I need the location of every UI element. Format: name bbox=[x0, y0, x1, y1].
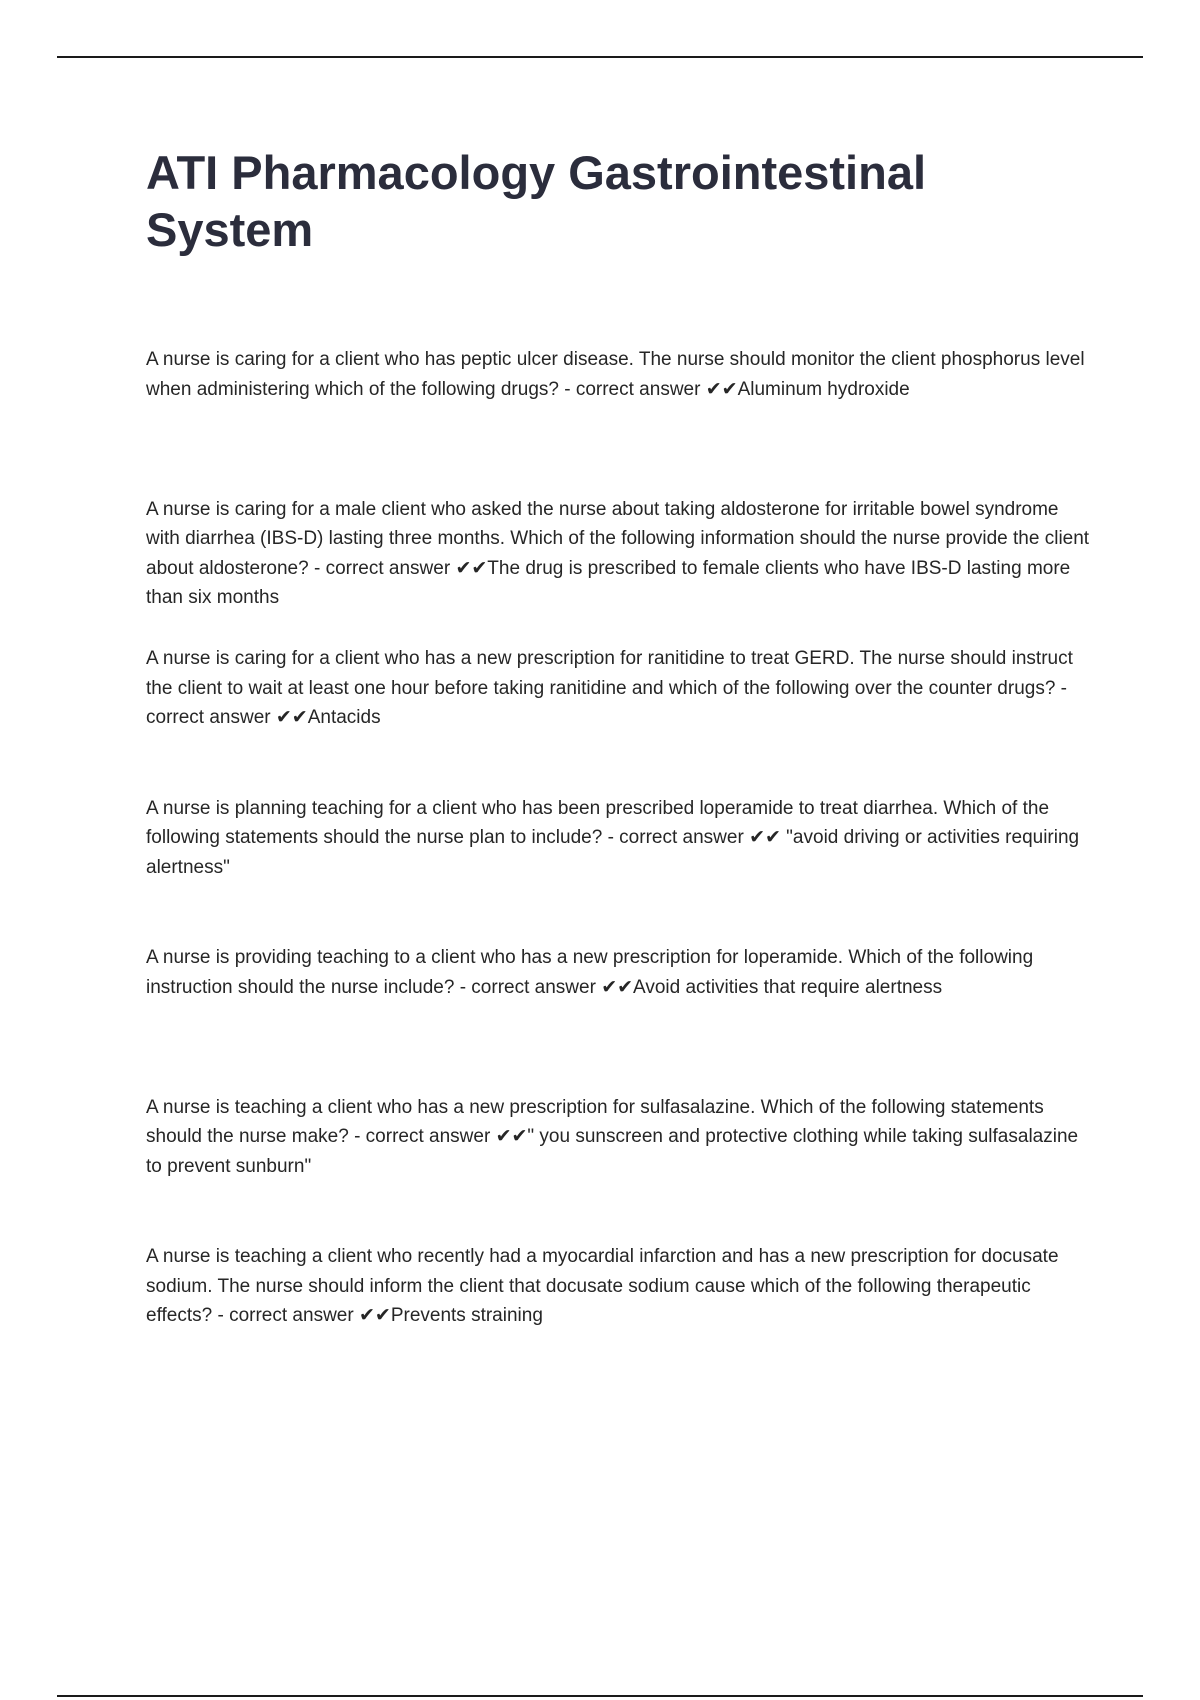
qa-item bbox=[146, 345, 1096, 495]
checkmark-icon: ✔✔ bbox=[455, 557, 488, 579]
answer-separator: - correct answer bbox=[454, 976, 602, 998]
question-text: A nurse is caring for a client who has peptic ulcer disease. The nurse should monitor the client phosphorus level when administering which of the following drugs? bbox=[146, 349, 1085, 400]
question-text: A nurse is caring for a male client who asked the nurse about taking aldosterone for irritable bowel syndrome with diarrhea (IBS-D) lasting three months. Which of the following information should the nurse provide the client about aldosterone? bbox=[146, 498, 1090, 579]
qa-item bbox=[146, 1093, 1096, 1243]
top-rule bbox=[57, 56, 1143, 58]
answer-text: " you sunscreen and protective clothing while taking sulfasalazine to prevent sunburn" bbox=[146, 1126, 1079, 1177]
answer-separator: - correct answer bbox=[558, 378, 706, 400]
qa-item bbox=[146, 644, 1096, 794]
answer-text: Avoid activities that require alertness bbox=[633, 976, 943, 998]
answer-text: Aluminum hydroxide bbox=[737, 378, 910, 400]
document-title: ATI Pharmacology Gastrointestinal System bbox=[146, 146, 927, 256]
checkmark-icon: ✔✔ bbox=[749, 827, 781, 848]
answer-text: The drug is prescribed to female clients who have IBS-D lasting more than six months bbox=[146, 557, 1071, 608]
answer-separator: - correct answer bbox=[308, 557, 456, 579]
question-text: A nurse is teaching a client who recently had a myocardial infarction and has a new prescription for docusate sodium. The nurse should inform the client that docusate sodium cause which of the following therapeutic effects? bbox=[146, 1246, 1059, 1326]
answer-text: "avoid driving or activities requiring alertness" bbox=[146, 827, 1080, 878]
question-text: A nurse is planning teaching for a client who has been prescribed loperamide to treat diarrhea. Which of the following statements should the nurse plan to include? bbox=[146, 797, 1050, 848]
question-text: A nurse is caring for a client who has a new prescription for ranitidine to treat GERD. The nurse should instruct the client to wait at least one hour before taking ranitidine and which of the following over the counter drugs? bbox=[146, 648, 1073, 699]
bottom-rule bbox=[57, 1695, 1143, 1697]
checkmark-icon: ✔✔ bbox=[495, 1126, 528, 1147]
answer-separator: - correct answer bbox=[212, 1305, 359, 1326]
qa-item bbox=[146, 1242, 1096, 1392]
qa-item bbox=[146, 943, 1096, 1093]
answer-separator: - correct answer bbox=[146, 677, 1068, 728]
qa-item bbox=[146, 495, 1096, 645]
question-text: A nurse is providing teaching to a client who has a new prescription for loperamide. Which of the following instruction should the nurse include? bbox=[146, 947, 1034, 998]
answer-text: Antacids bbox=[307, 707, 381, 728]
question-text: A nurse is teaching a client who has a new prescription for sulfasalazine. Which of the following statements should the nurse make? bbox=[146, 1096, 1044, 1147]
answer-separator: - correct answer bbox=[348, 1126, 496, 1147]
checkmark-icon: ✔✔ bbox=[275, 707, 308, 728]
checkmark-icon: ✔✔ bbox=[358, 1305, 391, 1326]
answer-text: Prevents straining bbox=[390, 1305, 543, 1326]
checkmark-icon: ✔✔ bbox=[705, 378, 738, 400]
checkmark-icon: ✔✔ bbox=[601, 976, 634, 998]
answer-separator: - correct answer bbox=[602, 827, 750, 848]
qa-list bbox=[146, 345, 1096, 1392]
qa-item bbox=[146, 794, 1096, 944]
